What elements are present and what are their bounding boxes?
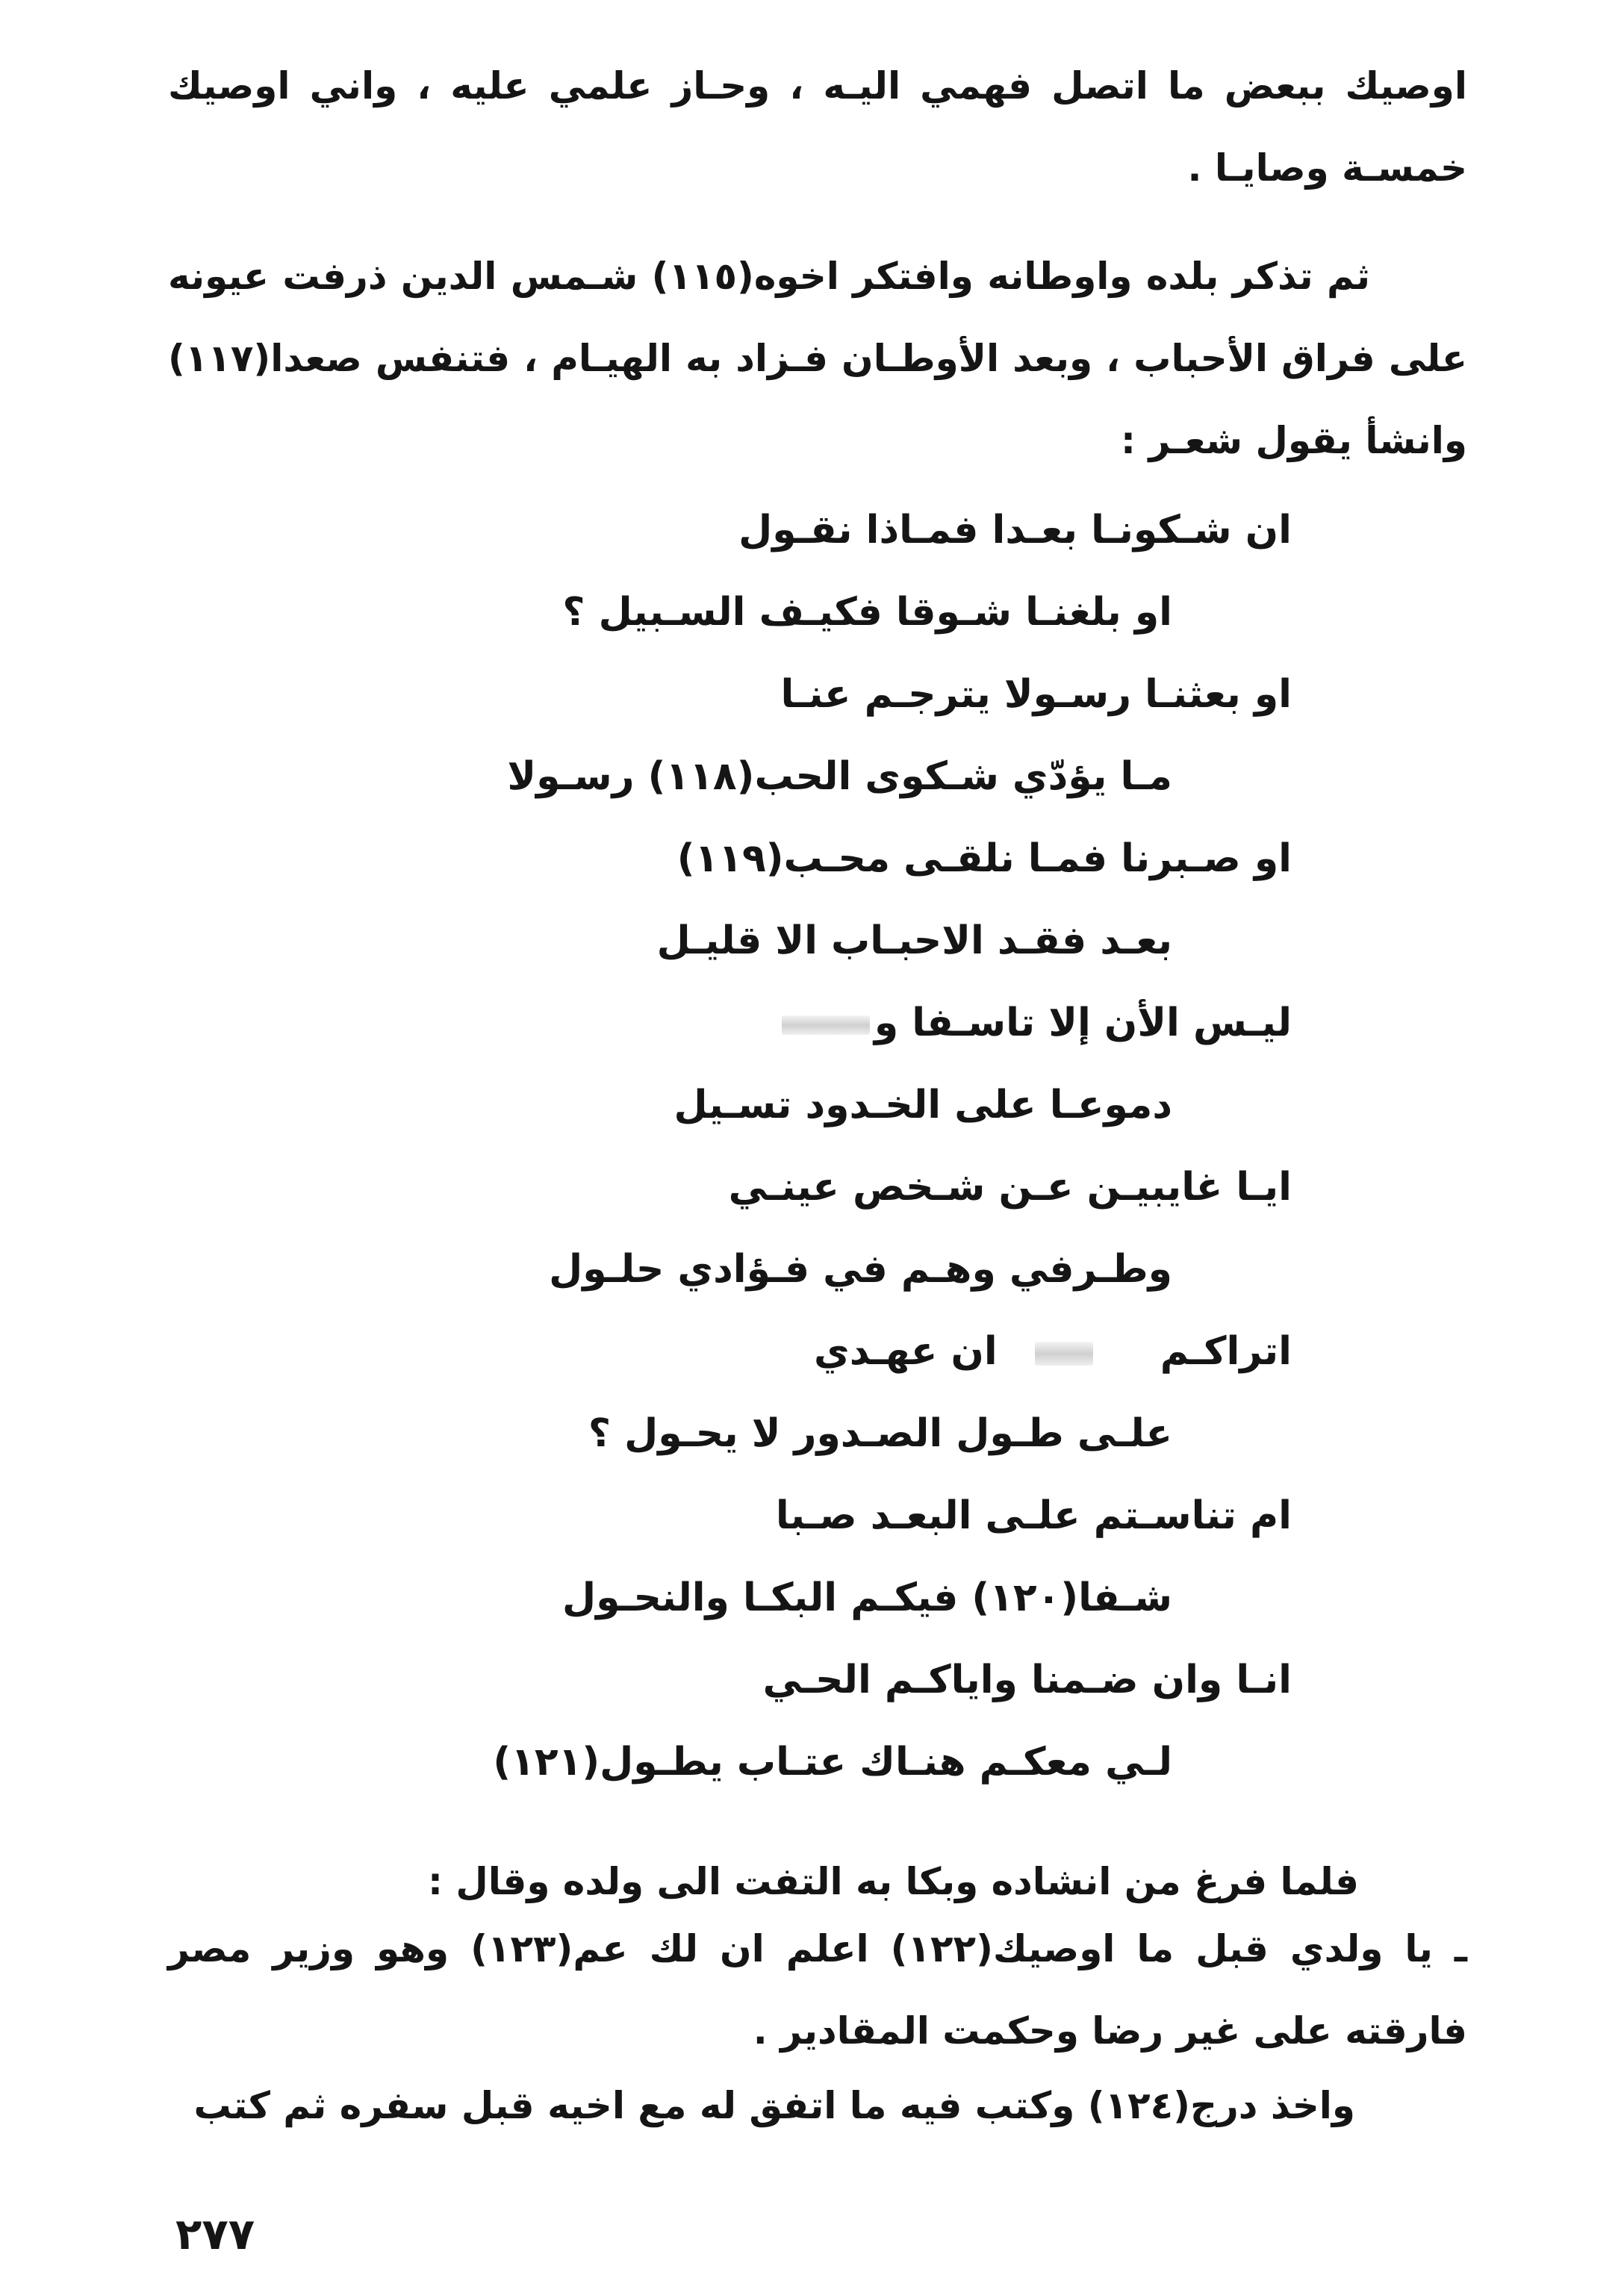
closing-paragraph <box>168 2068 1355 2143</box>
poem-line-text: اتراكـم <box>1160 1329 1292 1374</box>
poem-line-text: ان عهـدي <box>814 1329 998 1374</box>
poem-line <box>814 1322 1292 1381</box>
poem-line: انـا وان ضـمنا واياكـم الحـي <box>762 1658 1292 1702</box>
poem-line: شـفا(١٢٠) فيكـم البكـا والنحـول <box>562 1575 1172 1620</box>
speech-paragraph <box>168 1908 1467 2072</box>
poem-line: او بعثنـا رسـولا يترجـم عنـا <box>780 672 1292 717</box>
poem-line: دموعـا على الخـدود تسـيل <box>673 1083 1172 1127</box>
poem-line: مـا يؤدّي شـكوى الحب(١١٨) رسـولا <box>507 754 1172 799</box>
poem-line: وطـرفي وهـم في فـؤادي حلـول <box>549 1247 1172 1292</box>
after-poem-text: فلما فرغ من انشاده وبكا به التفت الى ولده وقال : <box>428 1860 1359 1903</box>
poem-line-text: ليـس الأن إلا تاسـفا و <box>874 1001 1292 1045</box>
poem-line: علـى طـول الصـدور لا يحـول ؟ <box>588 1411 1172 1456</box>
smudged-text <box>1035 1342 1093 1366</box>
poem-line: ام تناسـتم علـى البعـد صـبا <box>775 1493 1292 1538</box>
page-number: ٢٧٧ <box>175 2209 255 2259</box>
smudged-text <box>782 1015 870 1035</box>
poem-line: او صـبرنا فمـا نلقـى محـب(١١٩) <box>676 836 1292 881</box>
intro-text: اوصيك ببعض ما اتصل فهمي اليـه ، وحـاز علمي عليه ، واني اوصيك خمسـة وصايـا . <box>168 64 1467 190</box>
poem-line: لـي معكـم هنـاك عتـاب يطـول(١٢١) <box>493 1740 1172 1785</box>
closing-text: واخذ درج(١٢٤) وكتب فيه ما اتفق له مع اخيه قبل سفره ثم كتب <box>193 2084 1355 2127</box>
speech-text: ـ يا ولدي قبل ما اوصيك(١٢٢) اعلم ان لك عم(١٢٣) وهو وزير مصر فارقته على غير رضا وحكمت المقادير . <box>168 1927 1467 2053</box>
poem-line: ان شـكونـا بعـدا فمـاذا نقـول <box>738 508 1292 553</box>
poem-line <box>777 993 1292 1053</box>
narration-text: ثم تذكر بلده واوطانه وافتكر اخوه(١١٥) شـمس الدين ذرفت عيونه على فراق الأحباب ، وبعد الأوطـان فـزاد به الهيـام ، فتنفس صعدا(١١٧) وانشأ يقول شعـر : <box>168 255 1467 462</box>
poem-line: ايـا غايبيـن عـن شـخص عينـي <box>728 1165 1292 1210</box>
poem-line: بعـد فقـد الاحبـاب الا قليـل <box>656 918 1172 963</box>
poem-line: او بلغنـا شـوقا فكيـف السـبيل ؟ <box>562 590 1172 635</box>
narration-paragraph <box>168 235 1467 482</box>
intro-paragraph <box>168 45 1467 209</box>
